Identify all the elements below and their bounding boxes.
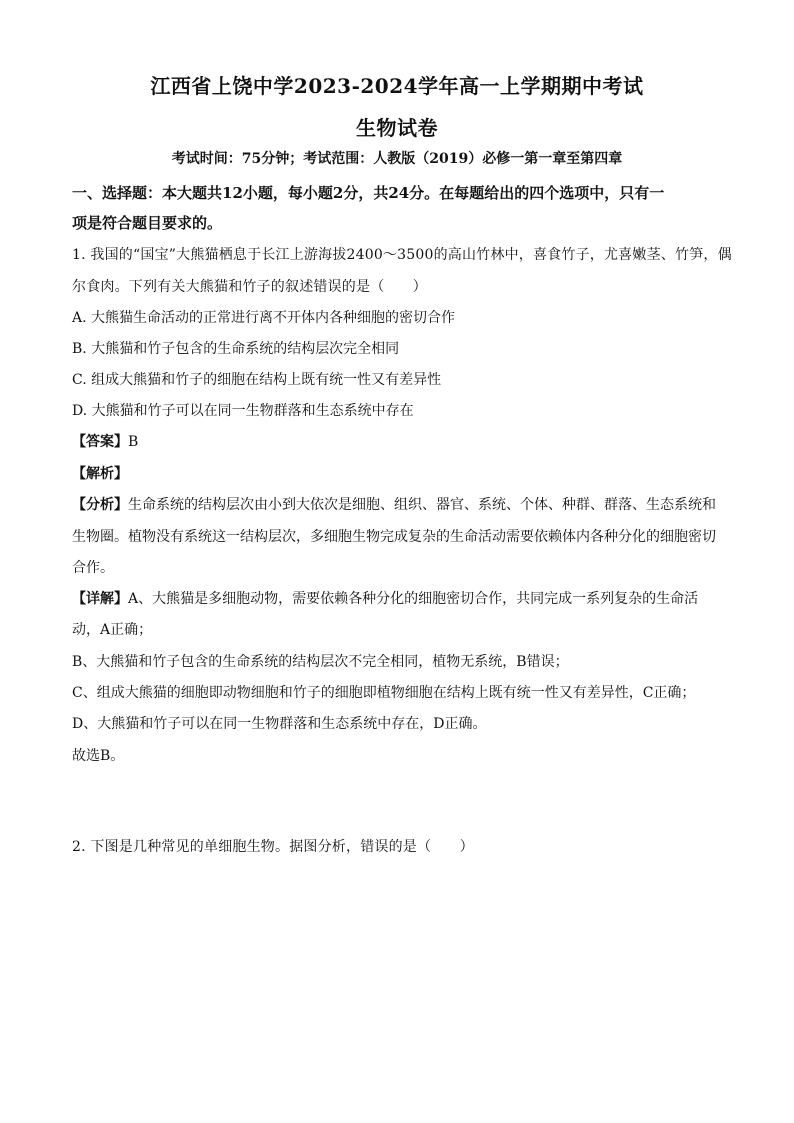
q1-answer	[72, 431, 732, 451]
q1-option-b: B. 大熊猫和竹子包含的生命系统的结构层次完全相同	[72, 341, 400, 357]
q1-option-d: D. 大熊猫和竹子可以在同一生物群落和生态系统中存在	[72, 403, 414, 419]
q1-detail-b: B、大熊猫和竹子包含的生命系统的结构层次不完全相同，植物无系统，B错误；	[72, 654, 569, 670]
fenxi-label: 【分析】	[72, 497, 128, 513]
section-heading-line1: 一、选择题：本大题共12小题，每小题2分，共24分。在每题给出的四个选项中，只有一	[72, 184, 665, 202]
q1-fenxi-line1	[72, 494, 732, 514]
answer-value: B	[128, 434, 139, 450]
q1-option-c: C. 组成大熊猫和竹子的细胞在结构上既有统一性又有差异性	[72, 372, 442, 388]
exam-subtitle: 生物试卷	[356, 116, 438, 140]
xiangjie-label: 【详解】	[72, 591, 128, 607]
section-heading-line2: 项是符合题目要求的。	[72, 214, 223, 232]
q1-fenxi-line3: 合作。	[72, 560, 114, 576]
q1-fenxi-line2: 生物圈。植物没有系统这一结构层次，多细胞生物完成复杂的生命活动需要依赖体内各种分化的细胞密切	[72, 529, 716, 545]
q1-detail-c: C、组成大熊猫的细胞即动物细胞和竹子的细胞即植物细胞在结构上既有统一性又有差异性，C正确；	[72, 685, 696, 701]
q1-xiangjie-line1	[72, 588, 732, 608]
q2-stem: 2. 下图是几种常见的单细胞生物。据图分析，错误的是（ ）	[72, 839, 474, 855]
q1-detail-d: D、大熊猫和竹子可以在同一生物群落和生态系统中存在，D正确。	[72, 716, 487, 732]
xiangjie-text1: A、大熊猫是多细胞动物，需要依赖各种分化的细胞密切合作，共同完成一系列复杂的生命活	[128, 591, 699, 607]
exam-title: 江西省上饶中学2023-2024学年高一上学期期中考试	[150, 74, 644, 98]
q1-option-a: A. 大熊猫生命活动的正常进行离不开体内各种细胞的密切合作	[72, 310, 456, 326]
fenxi-text1: 生命系统的结构层次由小到大依次是细胞、组织、器官、系统、个体、种群、群落、生态系统和	[128, 497, 716, 513]
q1-xiangjie-line2: 动，A正确；	[72, 622, 153, 638]
exam-info: 考试时间：75分钟；考试范围：人教版（2019）必修一第一章至第四章	[171, 151, 623, 167]
q1-conclusion: 故选B。	[72, 748, 125, 764]
q1-analysis-label	[72, 463, 732, 483]
q1-stem-line2: 尔食肉。下列有关大熊猫和竹子的叙述错误的是（ ）	[72, 279, 427, 295]
answer-label: 【答案】	[72, 434, 128, 450]
q1-stem-line1: 1. 我国的“国宝”大熊猫栖息于长江上游海拔2400～3500的高山竹林中，喜食竹子，尤喜嫩茎、竹笋，偶	[72, 247, 732, 263]
analysis-label: 【解析】	[72, 466, 128, 482]
